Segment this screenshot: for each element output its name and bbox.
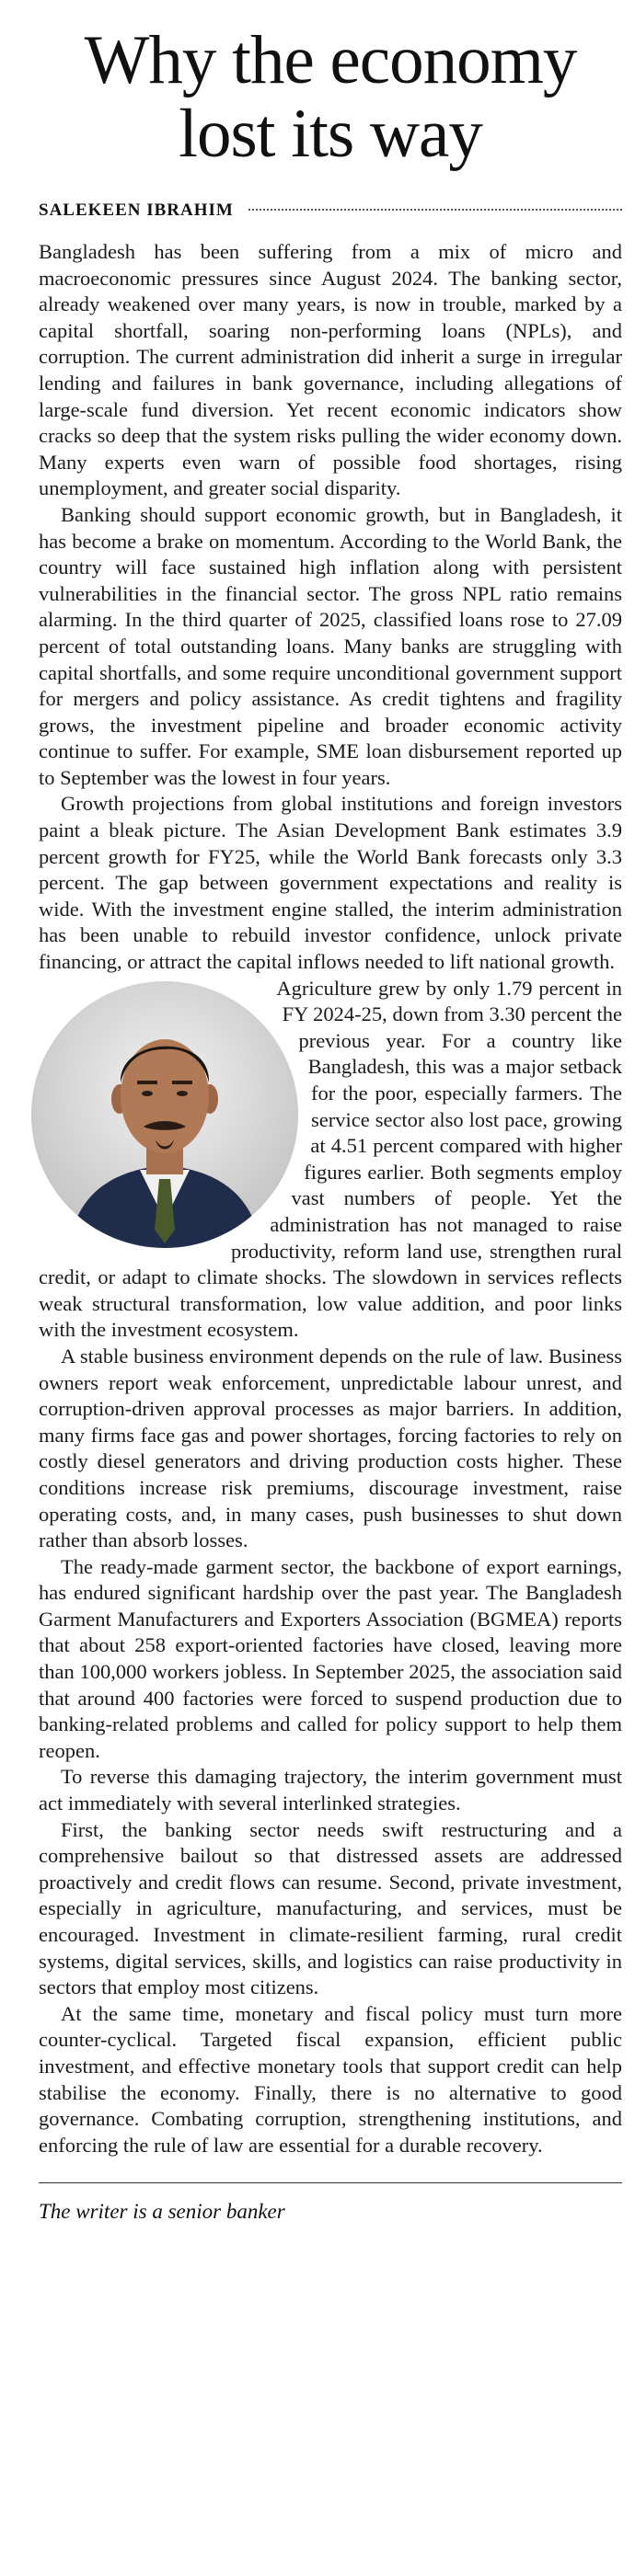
paragraph-3: Growth projections from global institutions and foreign investors paint a bleak picture. The Asian Development Bank estimates 3.9 percent growth for FY25, while the World Bank forecasts only 3.3 percent. The gap between government expectations and reality is wide. With the investment engine stalled, the interim administration has been unable to rebuild investor confidence, unlock private financing, or attract the capital inflows needed to lift national growth. bbox=[39, 792, 622, 974]
paragraph-9: At the same time, monetary and fiscal policy must turn more counter-cyclical. Targeted fiscal expansion, efficient public investment, and effective monetary tools that support credit can help stabilise the economy. Finally, there is no alternative to good governance. Combating corruption, strengthening institutions, and enforcing the rule of law are essential for a durable recovery. bbox=[39, 2001, 622, 2157]
paragraph-4: Agriculture grew by only 1.79 percent in FY 2024-25, down from 3.30 percent the previous year. For a country like Bangladesh, this was a major setback for the poor, especially farmers. The service sector also lost pace, growing at 4.51 percent compared with higher figures earlier. Both segments employ vast numbers of people. Yet the administration has not managed to raise productivity, reform land use, strengthen rural credit, or adapt to climate shocks. The slowdown in services reflects weak structural transformation, low value addition, and poor links with the investment ecosystem. bbox=[39, 976, 622, 1342]
paragraph-6: The ready-made garment sector, the backbone of export earnings, has endured significant hardship over the past year. The Bangladesh Garment Manufacturers and Exporters Association (BGMEA) reports that about 258 export-oriented factories have closed, leaving more than 100,000 workers jobless. In September 2025, the association said that around 400 factories were forced to suspend production due to banking-related problems and called for policy support to help them reopen. bbox=[39, 1554, 622, 1762]
paragraph-7: To reverse this damaging trajectory, the interim government must act immediately with several interlinked strategies. bbox=[39, 1765, 622, 1815]
footer-divider bbox=[39, 2182, 622, 2183]
author-note: The writer is a senior banker bbox=[39, 2200, 285, 2224]
byline-row bbox=[39, 200, 622, 221]
headline bbox=[39, 24, 622, 171]
article-page bbox=[0, 24, 635, 2576]
paragraph-1: Bangladesh has been suffering from a mix of micro and macroeconomic pressures since August 2024. The banking sector, already weakened over many years, is now in trouble, marked by a capital shortfall, soaring non-performing loans (NPLs), and corruption. The current administration did inherit a surge in irregular lending and failures in bank governance, including allegations of large-scale fund diversion. Yet recent economic indicators show cracks so deep that the system risks pulling the wider economy down. Many experts even warn of possible food shortages, rising unemployment, and greater social disparity. bbox=[39, 240, 622, 500]
headline-line-2: lost its way bbox=[179, 96, 482, 172]
paragraph-8: First, the banking sector needs swift restructuring and a comprehensive bailout so that distressed assets are addressed proactively and credit flows can resume. Second, private investment, especially in agriculture, manufacturing, and services, must be encouraged. Investment in climate-resilient farming, rural credit systems, digital services, skills, and logistics can raise productivity in sectors that employ most citizens. bbox=[39, 1817, 622, 1999]
article-body bbox=[39, 239, 622, 2158]
author-portrait bbox=[31, 981, 298, 1248]
byline-divider bbox=[248, 209, 622, 212]
paragraph-2: Banking should support economic growth, but in Bangladesh, it has become a brake on momentum. According to the World Bank, the country will face sustained high inflation along with persistent vulnerabilities in the financial sector. The gross NPL ratio remains alarming. In the third quarter of 2025, classified loans rose to 27.09 percent of total outstanding loans. Many banks are struggling with capital shortfalls, and some require unconditional government support for mergers and policy assistance. As credit tightens and fragility grows, the investment pipeline and broader economic activity continue to suffer. For example, SME loan disbursement reported up to September was the lowest in four years. bbox=[39, 502, 622, 789]
paragraph-5: A stable business environment depends on the rule of law. Business owners report weak enforcement, unpredictable labour unrest, and corruption-driven approval processes as major barriers. In addition, many firms face gas and power shortages, forcing factories to rely on costly diesel generators and driving production costs higher. These conditions increase risk premiums, discourage investment, raise operating costs, and, in many cases, push businesses to shut down rather than absorb losses. bbox=[39, 1344, 622, 1552]
headline-line-1: Why the economy bbox=[84, 22, 577, 98]
byline: SALEKEEN IBRAHIM bbox=[39, 200, 234, 220]
author-portrait-icon bbox=[31, 981, 298, 1248]
